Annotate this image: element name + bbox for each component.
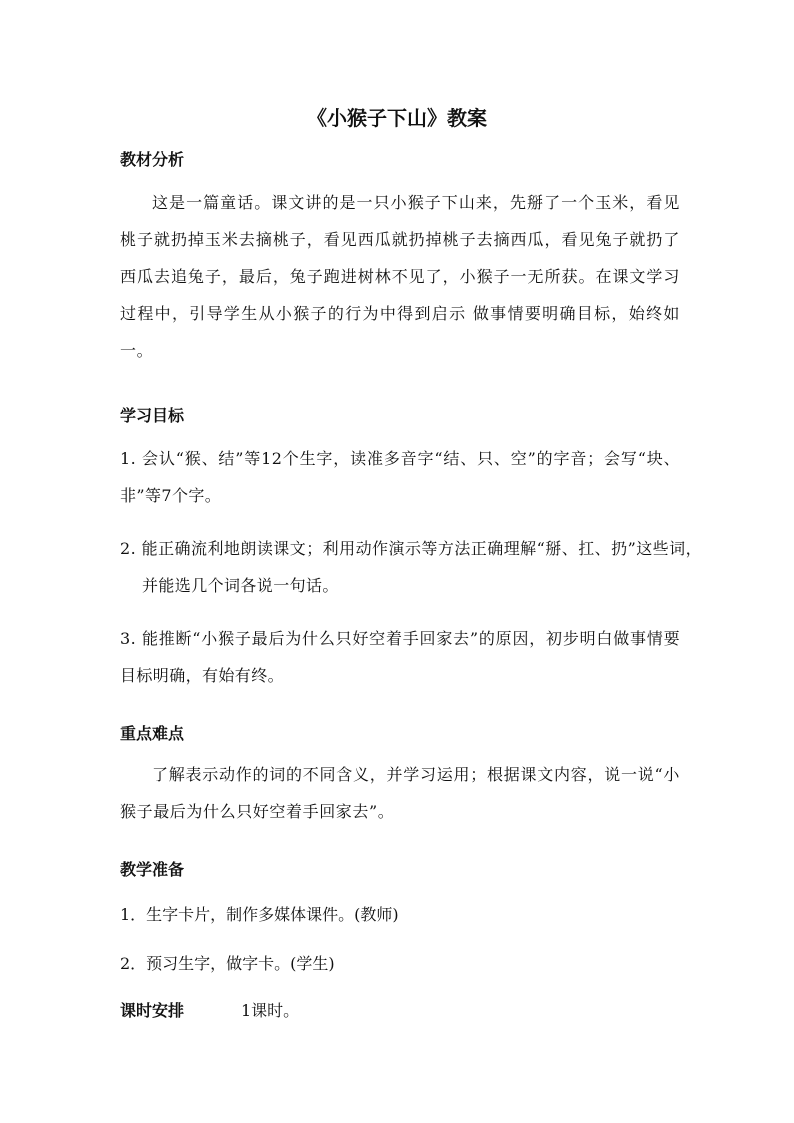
preparation-item-1: 1．生字卡片，制作多媒体课件。(教师) <box>120 905 399 924</box>
heading-analysis: 教材分析 <box>120 150 185 169</box>
schedule-value: 1课时。 <box>241 1001 300 1020</box>
document-title: 《小猴子下山》教案 <box>307 106 487 130</box>
schedule-label: 课时安排 <box>120 1001 185 1020</box>
goal-item-3: 3. 能推断“小猴子最后为什么只好空着手回家去”的原因，初步明白做事情要目标明确，有始有终。 <box>120 629 680 685</box>
heading-key-points: 重点难点 <box>120 724 185 743</box>
goal-item-2: 2. 能正确流利地朗读课文；利用动作演示等方法正确理解“掰、扛、扔”这些词，并能选几个词各说一句话。 <box>120 539 702 595</box>
heading-goals: 学习目标 <box>120 406 185 425</box>
key-points-paragraph: 了解表示动作的词的不同含义，并学习运用；根据课文内容，说一说“小猴子最后为什么只好空着手回家去”。 <box>120 765 680 821</box>
goal-item-1: 1. 会认“猴、结”等12个生字，读准多音字“结、只、空”的字音；会写“块、非”等7个字。 <box>120 449 680 505</box>
analysis-paragraph: 这是一篇童话。课文讲的是一只小猴子下山来，先掰了一个玉米，看见桃子就扔掉玉米去摘桃子，看见西瓜就扔掉桃子去摘西瓜，看见兔子就扔了西瓜去追兔子，最后，兔子跑进树林不见了，小猴子一无所获。在课文学习过程中，引导学生从小猴子的行为中得到启示 做事情要明确目标，始终如一。 <box>120 193 680 360</box>
heading-preparation: 教学准备 <box>120 860 185 879</box>
preparation-item-2: 2．预习生字，做字卡。(学生) <box>120 954 335 973</box>
